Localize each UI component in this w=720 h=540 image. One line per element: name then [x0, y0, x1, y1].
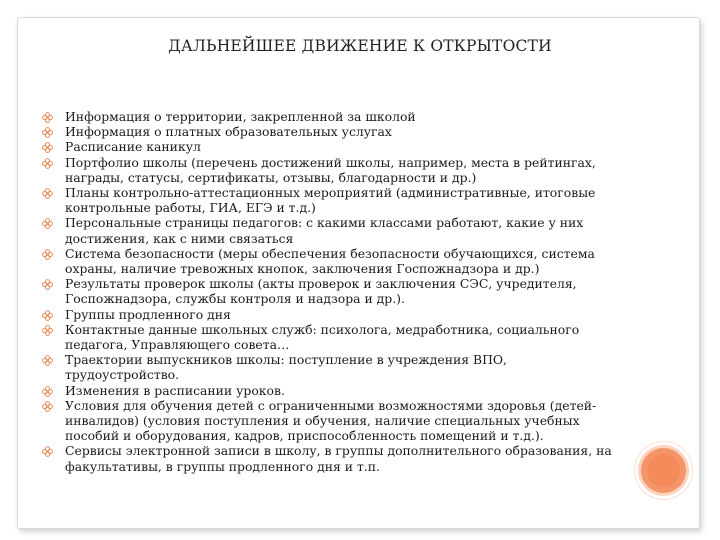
list-item-text: Персональные страницы педагогов: с какими классами работают, какие у них достижения, как с ними связаться — [65, 215, 584, 246]
flower-bullet-icon — [42, 127, 53, 138]
list-item — [40, 383, 620, 398]
list-item — [40, 155, 620, 185]
flower-bullet-icon — [42, 355, 53, 366]
list-item-text: Контактные данные школьных служб: психолога, медработника, социального педагога, Управляющего совета… — [65, 321, 580, 353]
list-item-text: Результаты проверок школы (акты проверок и заключения СЭС, учредителя, Госпожнадзора, службы контроля и надзора и др.). — [65, 276, 577, 307]
list-item — [40, 276, 620, 306]
list-item-text: Условия для обучения детей с ограниченными возможностями здоровья (детей-инвалидов) (условия поступления и обучения, наличие специальных учебных пособий и оборудования, кадров, приспособленность помещений и т.д.). — [65, 397, 597, 444]
list-item — [40, 124, 620, 139]
list-item — [40, 443, 620, 473]
list-item-text: Траектории выпускников школы: поступление в учреждения ВПО, трудоустройство. — [65, 352, 507, 383]
list-item-text: Планы контрольно-аттестационных мероприятий (административные, итоговые контрольные работы, ГИА, ЕГЭ и т.д.) — [65, 185, 596, 216]
list-item-text: Расписание каникул — [65, 139, 201, 155]
list-item — [40, 215, 620, 245]
flower-bullet-icon — [42, 279, 53, 290]
flower-bullet-icon — [42, 249, 53, 260]
list-item-text: Изменения в расписании уроков. — [65, 382, 285, 398]
decorative-circle — [641, 448, 686, 493]
list-item-text: Информация о территории, закрепленной за школой — [65, 109, 416, 124]
flower-bullet-icon — [42, 112, 53, 123]
list-item-text: Система безопасности (меры обеспечения безопасности обучающихся, система охраны, наличие тревожных кнопок, заключения Госпожнадзора и др.) — [65, 245, 595, 277]
flower-bullet-icon — [42, 446, 53, 457]
flower-bullet-icon — [42, 325, 53, 336]
list-item — [40, 398, 620, 444]
list-item-text: Информация о платных образовательных услугах — [65, 124, 392, 140]
list-item — [40, 352, 620, 382]
flower-bullet-icon — [42, 218, 53, 229]
list-item-text: Портфолио школы (перечень достижений школы, например, места в рейтингах, награды, статусы, сертификаты, отзывы, благодарности и др.) — [65, 154, 596, 185]
list-item-text: Группы продленного дня — [65, 306, 231, 322]
list-item — [40, 246, 620, 276]
flower-bullet-icon — [42, 158, 53, 169]
flower-bullet-icon — [42, 310, 53, 321]
list-item — [40, 307, 620, 322]
bullet-list — [40, 109, 620, 474]
list-item — [40, 322, 620, 352]
slide-title: ДАЛЬНЕЙШЕЕ ДВИЖЕНИЕ К ОТКРЫТОСТИ — [168, 37, 552, 55]
flower-bullet-icon — [42, 142, 53, 153]
list-item-text: Сервисы электронной записи в школу, в группы дополнительного образования, на факультативы, в группы продленного дня и т.п. — [65, 443, 612, 474]
list-item — [40, 109, 620, 124]
flower-bullet-icon — [42, 386, 53, 397]
list-item — [40, 139, 620, 154]
list-item — [40, 185, 620, 215]
flower-bullet-icon — [42, 188, 53, 199]
flower-bullet-icon — [42, 401, 53, 412]
